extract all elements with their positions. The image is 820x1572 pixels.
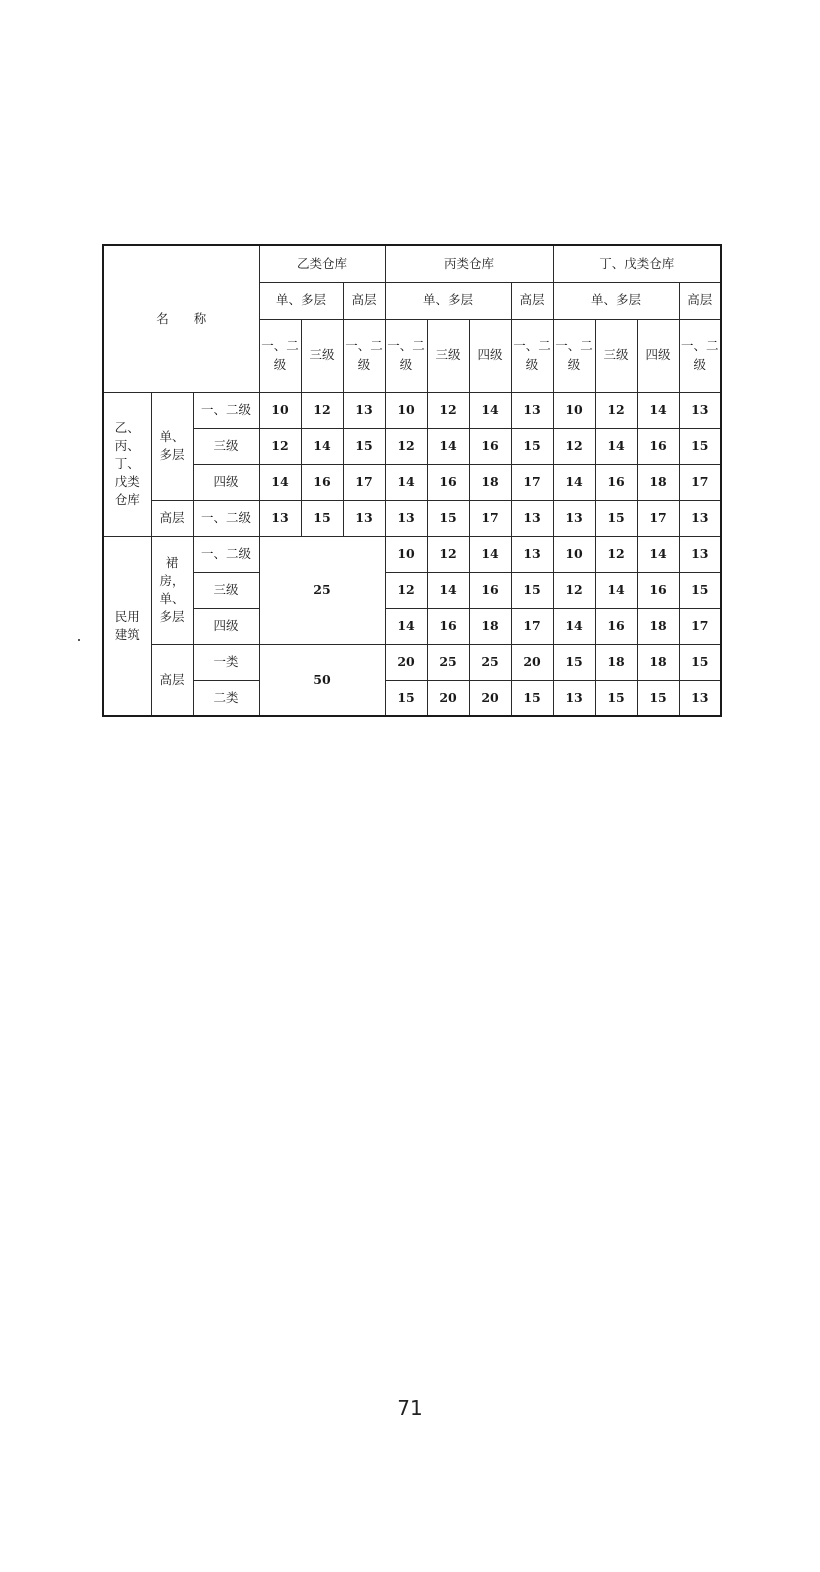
cell: 12 [595,536,637,572]
table-row [103,608,721,644]
cell: 12 [553,428,595,464]
table-row [103,644,721,680]
cell: 17 [637,500,679,536]
cell: 13 [343,500,385,536]
cell: 12 [553,572,595,608]
cell: 13 [679,500,721,536]
cell: 15 [595,680,637,716]
cell: 16 [301,464,343,500]
cell: 13 [511,500,553,536]
cell: 15 [595,500,637,536]
cell: 20 [469,680,511,716]
cell: 14 [259,464,301,500]
cell: 14 [427,428,469,464]
cell: 16 [595,464,637,500]
grade-header: 一、二级 [259,319,301,392]
cell: 15 [511,572,553,608]
cell: 13 [259,500,301,536]
cell: 15 [553,644,595,680]
cell: 10 [385,392,427,428]
cell: 15 [343,428,385,464]
cell: 14 [595,572,637,608]
section-label-civil: 民用建筑 [103,536,151,716]
group-header-ding-wu: 丁、戊类仓库 [553,245,721,282]
cell: 13 [553,680,595,716]
cell: 12 [385,572,427,608]
cell: 12 [259,428,301,464]
cell: 15 [679,572,721,608]
cell: 14 [469,392,511,428]
merged-cell: 50 [259,644,385,716]
cell: 14 [385,608,427,644]
sub-header: 高层 [679,282,721,319]
cell: 14 [385,464,427,500]
cell: 14 [553,464,595,500]
cell: 16 [469,428,511,464]
cell: 25 [469,644,511,680]
cell: 18 [469,464,511,500]
sub-header: 高层 [511,282,553,319]
row-group-label: 裙房，单、多层 [151,536,193,644]
row-grade-label: 一、二级 [193,392,259,428]
grade-header: 四级 [469,319,511,392]
grade-header: 一、二级 [385,319,427,392]
cell: 14 [301,428,343,464]
cell: 13 [679,392,721,428]
row-grade-label: 四级 [193,608,259,644]
cell: 13 [679,536,721,572]
cell: 18 [595,644,637,680]
cell: 20 [511,644,553,680]
table-row [103,392,721,428]
table-row [103,536,721,572]
cell: 12 [595,392,637,428]
cell: 14 [553,608,595,644]
cell: 16 [427,464,469,500]
cell: 16 [637,572,679,608]
cell: 15 [511,428,553,464]
row-group-label: 高层 [151,644,193,716]
cell: 14 [637,392,679,428]
page-number: 71 [397,1396,423,1420]
cell: 16 [595,608,637,644]
grade-header: 四级 [637,319,679,392]
cell: 15 [385,680,427,716]
cell: 13 [511,392,553,428]
cell: 20 [427,680,469,716]
cell: 15 [637,680,679,716]
cell: 14 [469,536,511,572]
table-row [103,680,721,716]
sub-header: 单、多层 [385,282,511,319]
row-grade-label: 一、二级 [193,500,259,536]
table-row [103,428,721,464]
grade-header: 一、二级 [511,319,553,392]
cell: 18 [637,644,679,680]
cell: 17 [511,608,553,644]
row-grade-label: 三级 [193,572,259,608]
cell: 17 [511,464,553,500]
header-row-groups [103,245,721,282]
cell: 17 [469,500,511,536]
scan-speck [78,639,80,641]
cell: 16 [469,572,511,608]
grade-header: 一、二级 [553,319,595,392]
row-group-label: 高层 [151,500,193,536]
cell: 12 [385,428,427,464]
grade-header: 一、二级 [679,319,721,392]
row-grade-label: 四级 [193,464,259,500]
cell: 10 [553,536,595,572]
cell: 17 [343,464,385,500]
cell: 12 [427,536,469,572]
cell: 13 [679,680,721,716]
cell: 12 [427,392,469,428]
cell: 10 [259,392,301,428]
cell: 16 [427,608,469,644]
group-header-bing: 丙类仓库 [385,245,553,282]
grade-header: 三级 [427,319,469,392]
cell: 13 [385,500,427,536]
cell: 17 [679,608,721,644]
cell: 13 [343,392,385,428]
cell: 20 [385,644,427,680]
row-grade-label: 三级 [193,428,259,464]
cell: 14 [595,428,637,464]
spacing-table [102,244,722,717]
table-row [103,500,721,536]
sub-header: 单、多层 [553,282,679,319]
cell: 15 [427,500,469,536]
row-grade-label: 一类 [193,644,259,680]
section-label-warehouse: 乙、丙、丁、戊类仓库 [103,392,151,536]
cell: 18 [469,608,511,644]
cell: 15 [679,428,721,464]
table-row [103,572,721,608]
cell: 10 [385,536,427,572]
cell: 25 [427,644,469,680]
cell: 15 [679,644,721,680]
cell: 18 [637,608,679,644]
cell: 13 [553,500,595,536]
sub-header: 单、多层 [259,282,343,319]
group-header-yi: 乙类仓库 [259,245,385,282]
cell: 10 [553,392,595,428]
cell: 12 [301,392,343,428]
cell: 14 [637,536,679,572]
merged-cell: 25 [259,536,385,644]
grade-header: 三级 [595,319,637,392]
cell: 14 [427,572,469,608]
cell: 16 [637,428,679,464]
row-group-label: 单、多层 [151,392,193,500]
cell: 18 [637,464,679,500]
row-grade-label: 一、二级 [193,536,259,572]
row-grade-label: 二类 [193,680,259,716]
grade-header: 一、二级 [343,319,385,392]
cell: 15 [511,680,553,716]
cell: 15 [301,500,343,536]
table-row [103,464,721,500]
cell: 17 [679,464,721,500]
name-header: 名 称 [103,245,259,392]
sub-header: 高层 [343,282,385,319]
grade-header: 三级 [301,319,343,392]
cell: 13 [511,536,553,572]
